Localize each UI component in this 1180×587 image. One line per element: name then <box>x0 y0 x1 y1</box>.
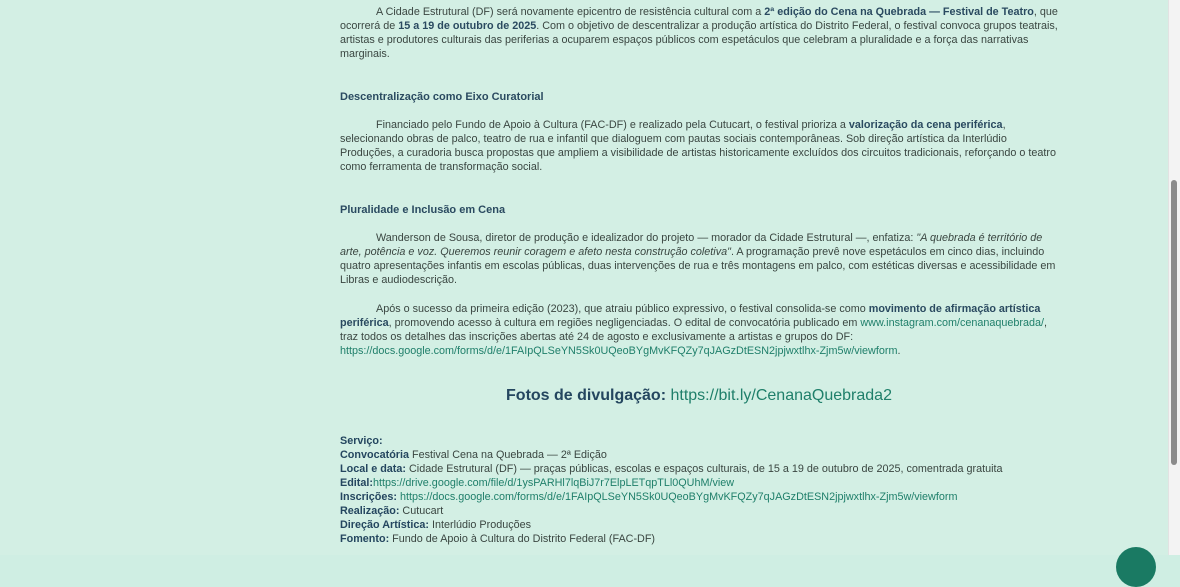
service-row-label: Fomento: <box>340 533 390 545</box>
service-row-link[interactable]: https://drive.google.com/file/d/1ysPARHl7lqBiJ7r7ElpLETqpTLl0QUhM/view <box>373 477 735 489</box>
service-row-value: Cidade Estrutural (DF) — praças públicas, escolas e espaços culturais, de 15 a 19 de outubro de 2025, comentrada gratuita <box>406 463 1003 475</box>
photos-label: Fotos de divulgação: <box>506 387 667 404</box>
service-row-value: Fundo de Apoio à Cultura do Distrito Federal (FAC-DF) <box>389 533 656 545</box>
paragraph-text: , selecionando obras de palco, teatro de rua e infantil que dialoguem com pautas sociais contemporâneas. Sob direção artística da Interlúdio Produções, a curadoria busca propostas que ampliem a visibilidade de artistas historicamente excluídos dos circuitos tradicionais, reforçando o teatro como ferramenta de transformação social. <box>340 119 1056 173</box>
paragraph-text: Após o sucesso da primeira edição (2023), que atraiu público expressivo, o festival consolida-se como <box>376 303 869 315</box>
service-row <box>340 518 1058 532</box>
paragraph-success <box>340 303 1058 359</box>
service-row-label: Edital: <box>340 477 373 489</box>
service-row-value: Interlúdio Produções <box>429 519 532 531</box>
festival-dates-bold: 15 a 19 de outubro de 2025 <box>398 19 537 32</box>
service-row <box>340 462 1058 476</box>
festival-name-bold: 2ª edição do Cena na Quebrada — Festival de Teatro <box>764 6 1034 18</box>
service-row <box>340 490 1058 504</box>
paragraph-text: . <box>897 344 901 357</box>
service-row-label: Realização: <box>340 505 400 517</box>
service-row-label: Direção Artística: <box>340 519 430 531</box>
service-row <box>340 476 1058 490</box>
registration-form-link[interactable]: https://docs.google.com/forms/d/e/1FAIpQLSeYN5Sk0UQeoBYgMvKFQZy7qJAGzDtESN2jpjwxtlhx-Zjm5w/viewform <box>340 344 898 357</box>
section-heading-decentralization: Descentralização como Eixo Curatorial <box>340 91 544 103</box>
paragraph-plurality <box>340 232 1058 288</box>
service-row-label: Local e data: <box>340 463 406 475</box>
floating-action-button[interactable] <box>1116 547 1156 587</box>
photos-link[interactable]: https://bit.ly/CenanaQuebrada2 <box>670 387 892 404</box>
service-row <box>340 532 1058 546</box>
paragraph-decentralization <box>340 119 1058 175</box>
paragraph-text: . A programação prevê nove espetáculos em cinco dias, incluindo quatro apresentações infantis em escolas públicas, duas intervenções de rua e três montagens em palco, com estéticas diversas e acessibilidade em Libras e audiodescrição. <box>340 245 1056 286</box>
paragraph-text: . Com o objetivo de descentralizar a produção artística do Distrito Federal, o festival convoca grupos teatrais, artistas e produtores culturais das periferias a ocuparem espaços públicos com espetáculos que celebram a pluralidade e a força das narrativas marginais. <box>340 19 1058 60</box>
instagram-link[interactable]: www.instagram.com/cenanaquebrada/ <box>860 316 1045 329</box>
service-row-link[interactable]: https://docs.google.com/forms/d/e/1FAIpQLSeYN5Sk0UQeoBYgMvKFQZy7qJAGzDtESN2jpjwxtlhx-Zjm5w/viewform <box>397 491 958 503</box>
quote-italic: "A quebrada é território de arte, potência e voz. Queremos reunir coragem e afeto nesta construção coletiva" <box>340 232 1043 258</box>
scrollbar-thumb[interactable] <box>1171 180 1177 465</box>
paragraph-text: Financiado pelo Fundo de Apoio à Cultura (FAC-DF) e realizado pela Cutucart, o festival prioriza a <box>376 119 849 131</box>
paragraph-text: , promovendo acesso à cultura em regiões negligenciadas. O edital de convocatória publicado em <box>388 316 861 329</box>
photos-line <box>340 386 1058 406</box>
service-row-label: Convocatória <box>340 449 409 461</box>
service-row <box>340 504 1058 518</box>
paragraph-text: A Cidade Estrutural (DF) será novamente epicentro de resistência cultural com a <box>376 6 765 18</box>
paragraph-intro <box>340 6 1058 62</box>
service-row-value: Cutucart <box>399 505 444 517</box>
service-row <box>340 448 1058 462</box>
service-row-value: Festival Cena na Quebrada — 2ª Edição <box>409 449 607 461</box>
service-row-label: Inscrições: <box>340 491 398 503</box>
paragraph-text: , que ocorrerá de <box>340 6 1058 32</box>
paragraph-text: , traz todos os detalhes das inscrições abertas até 24 de agosto e exclusivamente a artistas e grupos do DF: <box>340 316 1048 343</box>
paragraph-text: Wanderson de Sousa, diretor de produção e idealizador do projeto — morador da Cidade Estrutural —, enfatiza: <box>376 232 917 244</box>
service-block <box>340 434 1058 546</box>
service-title: Serviço: <box>340 435 383 447</box>
highlight-bold: movimento de afirmação artística periférica <box>340 303 1041 329</box>
section-heading-plurality: Pluralidade e Inclusão em Cena <box>340 204 506 216</box>
highlight-bold: valorização da cena periférica <box>848 119 1003 131</box>
